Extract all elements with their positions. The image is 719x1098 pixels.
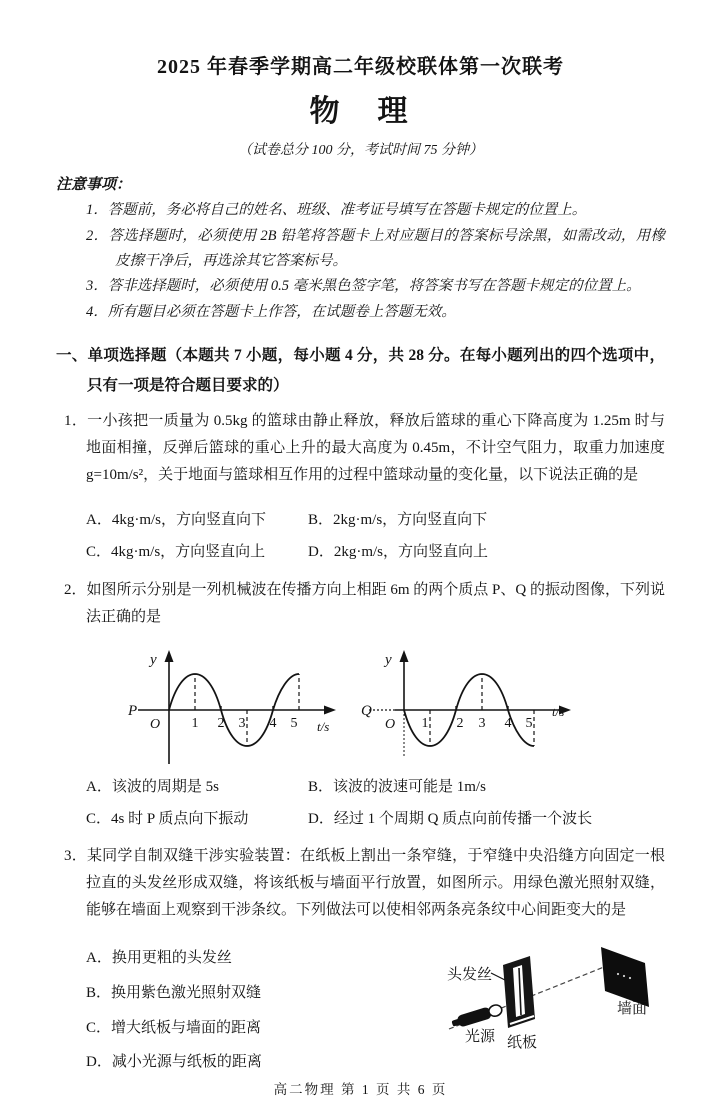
p-point-label: P [128, 702, 138, 719]
notes-heading: 注意事项： [56, 177, 132, 193]
p-x-axis-label: t/s [317, 718, 330, 734]
question-2-figures [124, 646, 665, 771]
wall-label: 墙面 [617, 1001, 648, 1017]
p-origin-label: O [150, 716, 161, 732]
question-2-text: 如图所示分别是一列机械波在传播方向上相距 6m 的两个质点 P、Q 的振动图像，下列说法正确的是 [86, 581, 665, 625]
question-3-number: 3． [64, 848, 87, 864]
q-x-axis-label: t/s [552, 703, 565, 719]
question-2 [64, 577, 665, 631]
light-source-label: 光源 [465, 1029, 496, 1045]
q-tick-1: 1 [421, 715, 429, 731]
double-slit-diagram [441, 935, 713, 1055]
question-2-number: 2． [64, 581, 87, 598]
question-1 [64, 408, 665, 489]
question-1-number: 1． [64, 413, 88, 429]
wave-graph-p [124, 646, 349, 771]
p-y-arrow [165, 650, 174, 662]
p-tick-2: 2 [217, 715, 225, 731]
q-y-axis-label: y [385, 651, 392, 668]
wall-icon [601, 947, 649, 1007]
note-item-4: 4．所有题目必须在答题卡上作答，在试题卷上答题无效。 [86, 303, 456, 320]
notes-section [56, 172, 665, 325]
question-3-options [86, 939, 441, 1078]
q1-option-a: A．4kg·m/s，方向竖直向下 [86, 512, 267, 528]
p-tick-3: 3 [238, 715, 246, 731]
question-1-text: 一小孩把一质量为 0.5kg 的篮球由静止释放，释放后篮球的重心下降高度为 1.25m 时与地面相撞，反弹后篮球的重心上升的最大高度为 0.45m，不计空气阻力，取重力加速度 g=10m/s²，关于地面与篮球相互作用的过程中篮球动量的变化量，以下说法正确的是 [86, 413, 665, 483]
exam-subject: 物 理 [309, 95, 412, 128]
page-footer: 高二物理 第 1 页 共 6 页 [273, 1082, 448, 1097]
p-tick-4: 4 [269, 715, 277, 731]
question-3-text: 某同学自制双缝干涉实验装置：在纸板上割出一条窄缝，于窄缝中央沿缝方向固定一根拉直的头发丝形成双缝，将该纸板与墙面平行放置，如图所示。用绿色激光照射双缝，能够在墙面上观察到干涉条纹。下列做法可以使相邻两条亮条纹中心间距变大的是 [86, 848, 665, 918]
hair-label-leader [491, 973, 505, 980]
paper-board-label: 纸板 [507, 1035, 538, 1051]
q1-option-b: B．2kg·m/s，方向竖直向下 [308, 512, 488, 528]
note-item-2: 2．答选择题时，必须使用 2B 铅笔将答题卡上对应题目的答案标号涂黑，如需改动，用橡皮擦干净后，再选涂其它答案标号。 [86, 227, 665, 269]
q-tick-4: 4 [504, 715, 512, 731]
q-tick-2: 2 [456, 715, 464, 731]
question-1-options [86, 504, 665, 569]
q2-option-c: C．4s 时 P 质点向下振动 [86, 810, 249, 827]
q-y-arrow [400, 650, 409, 662]
q-point-label: Q [361, 702, 372, 719]
question-3 [64, 843, 665, 924]
q3-option-b: B．换用紫色激光照射双缝 [86, 984, 262, 1001]
paper-board-icon [503, 954, 535, 1028]
question-3-body [56, 939, 665, 1078]
p-tick-1: 1 [191, 715, 199, 731]
q3-option-d: D．减小光源与纸板的距离 [86, 1054, 262, 1071]
note-item-3: 3．答非选择题时，必须使用 0.5 毫米黑色签字笔，将答案书写在答题卡规定的位置上。 [86, 278, 641, 295]
section-1-heading: 一、单项选择题（本题共 7 小题，每小题 4 分，共 28 分。在每小题列出的四个选项中，只有一项是符合题目要求的） [56, 347, 665, 394]
note-item-1: 1．答题前，务必将自己的姓名、班级、准考证号填写在答题卡规定的位置上。 [86, 202, 587, 219]
q-tick-5: 5 [525, 715, 533, 731]
q2-option-a: A．该波的周期是 5s [86, 778, 219, 795]
question-2-options [86, 771, 665, 836]
q1-option-d: D．2kg·m/s，方向竖直向上 [308, 544, 489, 561]
exam-title: 2025 年春季学期高二年级校联体第一次联考 [157, 56, 564, 78]
q-origin-label: O [385, 716, 396, 732]
p-x-arrow [324, 705, 336, 714]
q2-option-b: B．该波的波速可能是 1m/s [308, 778, 486, 795]
q-tick-3: 3 [478, 715, 486, 731]
q2-option-d: D．经过 1 个周期 Q 质点向前传播一个波长 [308, 810, 593, 827]
q1-option-c: C．4kg·m/s，方向竖直向上 [86, 544, 266, 561]
q3-option-a: A．换用更粗的头发丝 [86, 950, 232, 966]
q3-option-c: C．增大纸板与墙面的距离 [86, 1019, 262, 1036]
p-tick-5: 5 [290, 715, 298, 731]
exam-info: （试卷总分 100 分，考试时间 75 分钟） [238, 143, 483, 158]
wave-graph-q [359, 646, 584, 771]
p-y-axis-label: y [150, 651, 157, 668]
hair-label: 头发丝 [447, 967, 493, 983]
